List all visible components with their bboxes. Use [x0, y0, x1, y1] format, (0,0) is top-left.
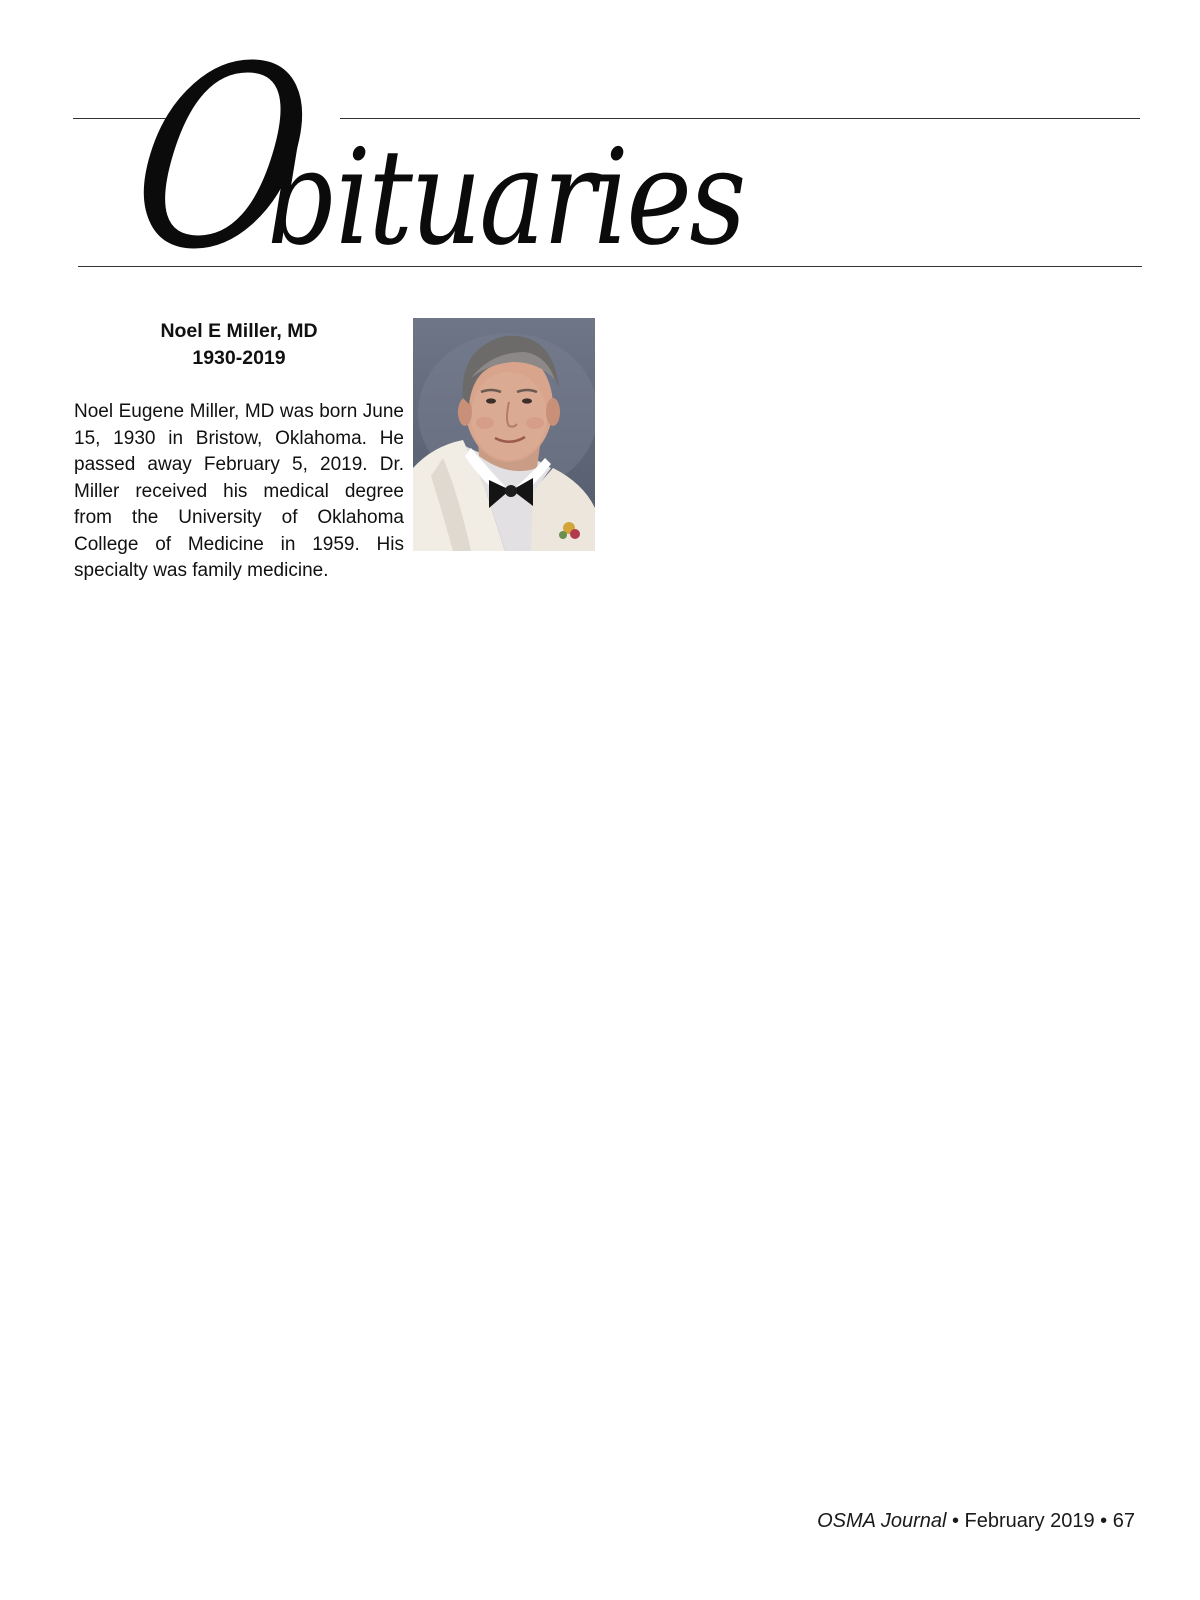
section-title-rest: bituaries [266, 121, 744, 275]
section-title [117, 13, 835, 304]
portrait-illustration [413, 318, 595, 551]
footer-separator: • [946, 1510, 965, 1532]
section-title-initial: O [117, 13, 280, 304]
masthead [0, 0, 1200, 304]
footer-issue-date: February 2019 [964, 1510, 1095, 1532]
portrait-photo [413, 318, 595, 551]
masthead-rule-bottom [78, 266, 1142, 267]
obituary-text-column [74, 318, 404, 585]
footer-journal-name: OSMA Journal [817, 1510, 947, 1532]
footer-separator: • [1094, 1510, 1113, 1532]
obituary-years: 1930-2019 [192, 347, 286, 369]
obituary-name: Noel E Miller, MD [160, 320, 318, 342]
page-footer [817, 1508, 1135, 1534]
footer-page-number: 67 [1112, 1510, 1135, 1532]
obituary-body: Noel Eugene Miller, MD was born June 15, 1930 in Bristow, Oklahoma. He passed away February 5, 2019. Dr. Miller received his medical degree from the University of Oklahoma College of Medicine in 1959. His specialty was family medicine. [74, 401, 404, 581]
